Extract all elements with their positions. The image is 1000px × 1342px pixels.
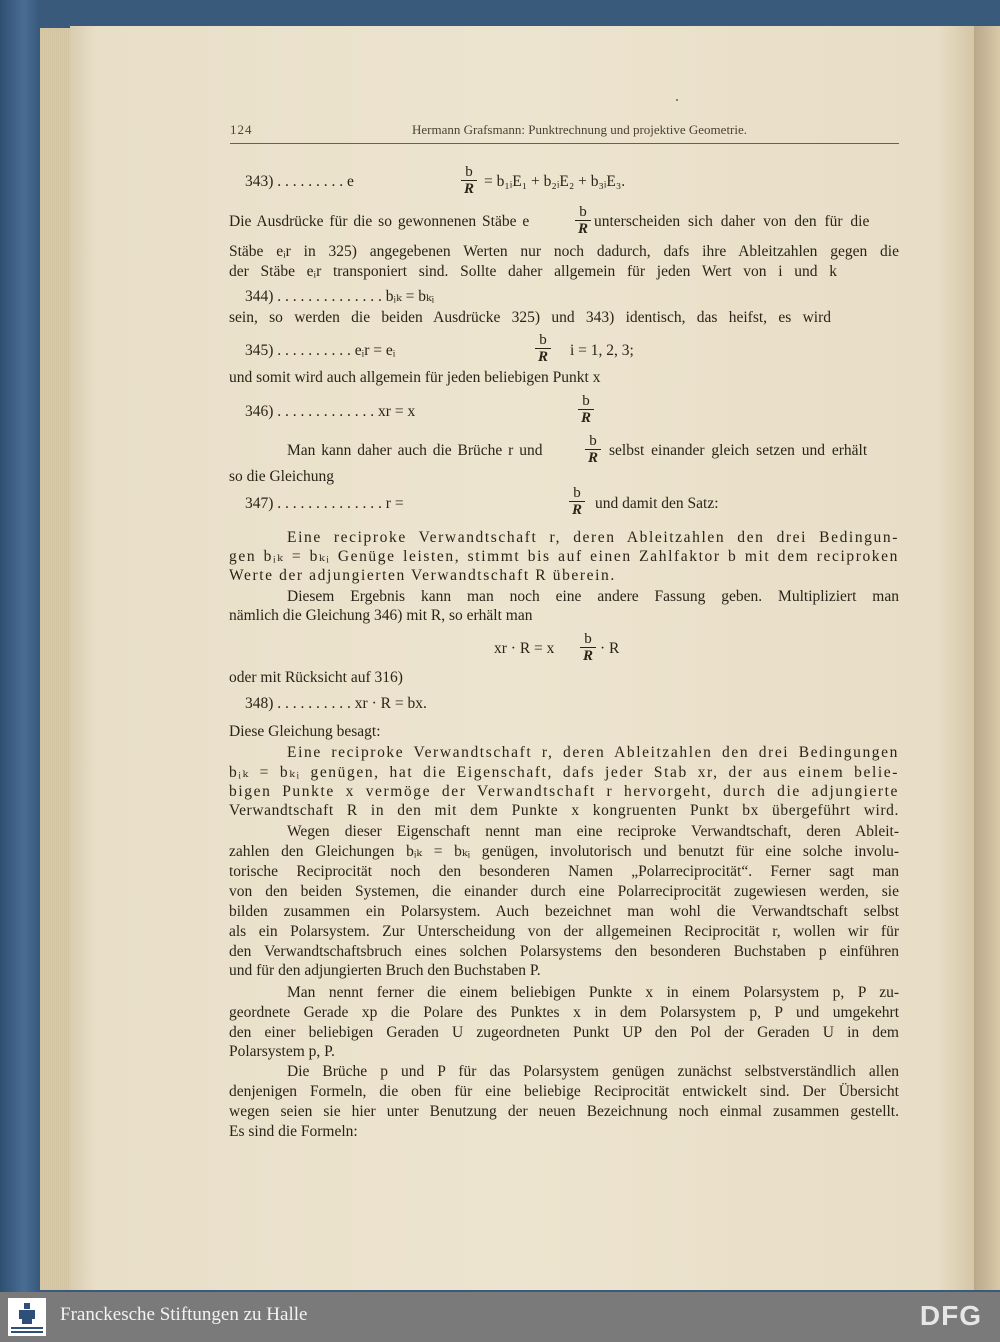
franckesche-logo-icon	[8, 1298, 46, 1336]
fraction-343	[459, 164, 479, 197]
institution-name: Franckesche Stiftungen zu Halle	[60, 1304, 308, 1325]
paragraph-8-line-5: bilden zusammen ein Polarsystem. Auch bezeichnet man wohl die Verwandtschaft selbst	[229, 903, 899, 920]
equation-343-rhs: = b₁ᵢE₁ + b₂ᵢE₂ + b₃ᵢE₃.	[484, 173, 626, 190]
equation-347-rhs: und damit den Satz:	[595, 495, 719, 512]
paragraph-4-line-2: so die Gleichung	[229, 468, 335, 485]
paragraph-9-line-2: geordnete Gerade xp die Polare des Punktes x in dem Polarsystem p, P und umgekehrt	[229, 1004, 899, 1021]
header-rule	[230, 143, 899, 144]
running-title: Hermann Grafsmann: Punktrechnung und projektive Geometrie.	[412, 122, 748, 137]
paragraph-7: Diese Gleichung besagt:	[229, 723, 381, 740]
theorem-1-line-1: Eine reciproke Verwandtschaft r, deren Ableitzahlen den drei Bedingun-	[287, 529, 899, 546]
paragraph-9-line-1: Man nennt ferner die einem beliebigen Punkte x in einem Polarsystem p, P zu-	[287, 984, 899, 1001]
fraction-347: b R	[567, 485, 587, 518]
paragraph-3: und somit wird auch allgemein für jeden beliebigen Punkt x	[229, 369, 601, 386]
fraction-345: b R	[533, 332, 553, 365]
facing-page-edge	[974, 26, 1000, 1290]
fraction-p1: b R	[573, 204, 593, 237]
paragraph-8-line-1: Wegen dieser Eigenschaft nennt man eine reciproke Verwandtschaft, deren Ableit-	[287, 823, 899, 840]
paragraph-2: sein, so werden die beiden Ausdrücke 325) und 343) identisch, das heifst, es wird	[229, 309, 831, 326]
paragraph-1-line-2: Stäbe eᵢr in 325) angegebenen Werten nur noch dadurch, dafs ihre Ableitzahlen gegen die	[229, 243, 899, 260]
page-number: 124	[230, 122, 253, 137]
paragraph-1-line-1a: Die Ausdrücke für die so gewonnenen Stäbe e	[229, 213, 530, 230]
paragraph-1-line-3: der Stäbe eᵢr transponiert sind. Sollte daher allgemein für jeden Wert von i und k	[229, 263, 837, 280]
fraction-p4: b R	[583, 433, 603, 466]
paragraph-4-line-1b: selbst einander gleich setzen und erhält	[609, 442, 868, 459]
paragraph-8-line-6: als ein Polarsystem. Zur Unterscheidung von der allgemeinen Reciprocität r, wollen wir für	[229, 923, 899, 940]
fraction-denominator: R	[463, 181, 474, 197]
theorem-2-line-4: Verwandtschaft R in den mit dem Punkte x kongruenten Punkt bx übergeführt wird.	[229, 802, 899, 819]
page-stack-edges	[40, 28, 71, 1290]
equation-347: 347) . . . . . . . . . . . . . . r =	[245, 495, 404, 512]
paragraph-6: oder mit Rücksicht auf 316)	[229, 669, 403, 686]
theorem-2-line-2: bᵢₖ = bₖᵢ genügen, hat die Eigenschaft, dafs jeder Stab xr, der aus einem belie-	[229, 764, 899, 781]
paragraph-8-line-7: den Verwandtschaftsbruch eines solchen Polarsystems den besonderen Buchstaben p einführen	[229, 943, 899, 960]
footer-bar	[0, 1292, 1000, 1342]
equation-centered: xr · R = x	[494, 640, 555, 657]
paragraph-10-line-2: denjenigen Formeln, die oben für eine beliebige Reciprocität entwickelt sind. Der Übersicht	[229, 1083, 899, 1100]
book-cover-edge	[0, 0, 40, 1292]
paper-speck	[676, 99, 678, 101]
paragraph-5-line-1: Diesem Ergebnis kann man noch eine andere Fassung geben. Multipliziert man	[287, 588, 899, 605]
paragraph-9-line-3: den einer beliebigen Geraden U zugeordneten Punkt UP den Pol der Geraden U in dem	[229, 1024, 899, 1041]
fraction-centered: b R	[578, 631, 598, 664]
equation-345: 345) . . . . . . . . . . eᵢr = eᵢ	[245, 342, 396, 359]
paragraph-10-line-3: wegen seien sie hier unter Benutzung der neuen Bezeichnung noch einmal zusammen gestellt.	[229, 1103, 899, 1120]
fraction-346: b R	[576, 393, 596, 426]
paragraph-5-line-2: nämlich die Gleichung 346) mit R, so erhält man	[229, 607, 533, 624]
theorem-1-line-3: Werte der adjungierten Verwandtschaft R überein.	[229, 567, 616, 584]
equation-345-rhs: i = 1, 2, 3;	[570, 342, 634, 359]
theorem-2-line-3: bigen Punkte x vermöge der Verwandtschaft r hervorgeht, durch die adjungierte	[229, 783, 899, 800]
paragraph-8-line-8: und für den adjungierten Bruch den Buchstaben P.	[229, 962, 541, 979]
paragraph-4-line-1a: Man kann daher auch die Brüche r und	[287, 442, 543, 459]
dfg-logo: DFG	[919, 1300, 982, 1331]
paragraph-8-line-3: torische Reciprocität noch den besonderen Namen „Polarreciprocität“. Ferner sagt man	[229, 863, 899, 880]
paragraph-9-line-4: Polarsystem p, P.	[229, 1043, 335, 1060]
equation-343: 343) . . . . . . . . . e	[245, 173, 354, 190]
equation-346: 346) . . . . . . . . . . . . . xr = x	[245, 403, 416, 420]
theorem-1-line-2: gen bᵢₖ = bₖᵢ Genüge leisten, stimmt bis auf einen Zahlfaktor b mit dem reciproken	[229, 548, 899, 565]
equation-348: 348) . . . . . . . . . . xr · R = bx.	[245, 695, 427, 712]
paragraph-10-line-1: Die Brüche p und P für das Polarsystem genügen zunächst selbstverständlich allen	[287, 1063, 899, 1080]
paragraph-1-line-1b: unterscheiden sich daher von den für die	[594, 213, 870, 230]
equation-344: 344) . . . . . . . . . . . . . . bᵢₖ = bₖᵢ	[245, 288, 435, 305]
fraction-numerator: b	[465, 164, 473, 180]
paragraph-10-line-4: Es sind die Formeln:	[229, 1123, 358, 1140]
paragraph-8-line-4: von den beiden Systemen, die einander durch eine Polarreciprocität zugewiesen werden, sie	[229, 883, 899, 900]
equation-centered-rhs: · R	[600, 640, 620, 657]
paragraph-8-line-2: zahlen den Gleichungen bᵢₖ = bₖᵢ genügen, involutorisch und benutzt für eine solche involu-	[229, 843, 899, 860]
theorem-2-line-1: Eine reciproke Verwandtschaft r, deren Ableitzahlen den drei Bedingungen	[287, 744, 899, 761]
